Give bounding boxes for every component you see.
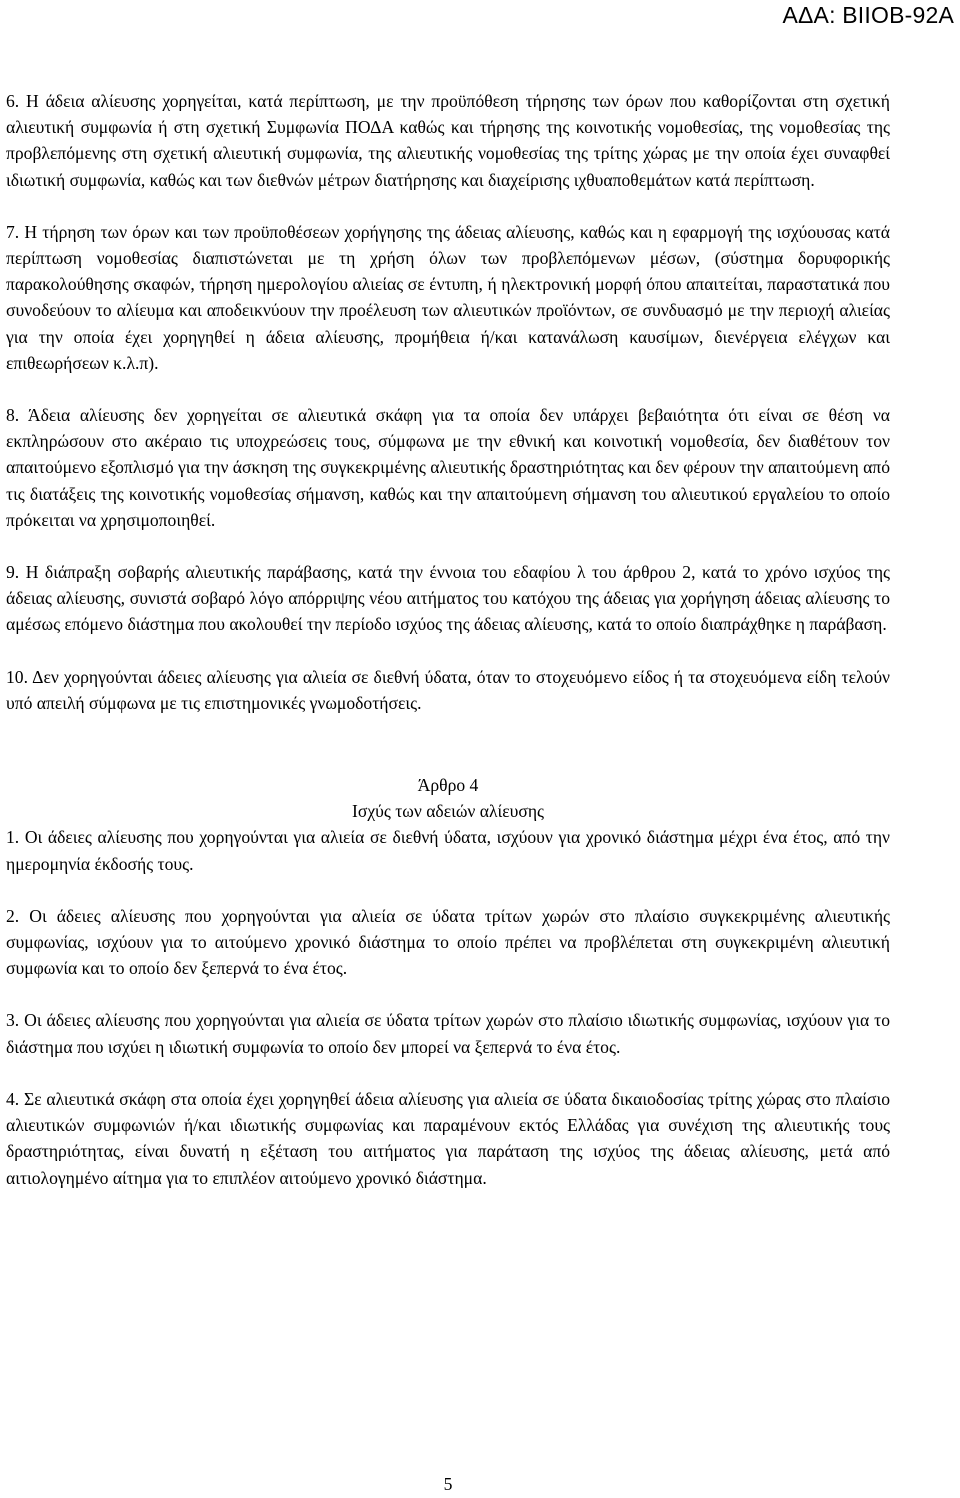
article-paragraph-1: 1. Οι άδειες αλίευσης που χορηγούνται για αλιεία σε διεθνή ύδατα, ισχύουν για χρονικό διάστημα μέχρι ένα έτος, από την ημερομηνία έκδοσής τους. <box>6 827 890 874</box>
paragraph-9: 9. Η διάπραξη σοβαρής αλιευτικής παράβασης, κατά την έννοια του εδαφίου λ του άρθρου 2, κατά το χρόνο ισχύος της άδειας αλίευσης, συνιστά σοβαρό λόγο απόρριψης νέου αιτήματος του κατόχου της άδειας για χορήγηση άδειας αλίευσης το αμέσως επόμενο διάστημα που ακολουθεί την περίοδο ισχύος της άδειας αλίευσης, κατά το οποίο διαπράχθηκε η παράβαση. <box>6 562 890 635</box>
ada-code: ΑΔΑ: ΒΙΙΟΒ-92Α <box>782 2 954 28</box>
paragraph-6: 6. Η άδεια αλίευσης χορηγείται, κατά περίπτωση, με την προϋπόθεση τήρησης των όρων που καθορίζονται στη σχετική αλιευτική συμφωνία ή στη σχετική Συμφωνία ΠΟΔΑ καθώς και τήρησης της κοινοτικής νομοθεσίας, της νομοθεσίας της προβλεπόμενης στη σχετική αλιευτική συμφωνία, της αλιευτικής νομοθεσίας της τρίτης χώρας με την οποία έχει συναφθεί ιδιωτική συμφωνία, καθώς και των διεθνών μέτρων διατήρησης και διαχείρισης ιχθυαποθεμάτων κατά περίπτωση. <box>6 91 890 190</box>
paragraph-7: 7. Η τήρηση των όρων και των προϋποθέσεων χορήγησης της άδειας αλίευσης, καθώς και η εφαρμογή της ισχύουσας κατά περίπτωση νομοθεσίας διαπιστώνεται με τη χρήση όλων των προβλεπόμενων μέσων, (σύστημα δορυφορικής παρακολούθησης σκαφών, τήρηση ημερολογίου αλιείας σε έντυπη, ή ηλεκτρονική μορφή όπου απαιτείται, παραστατικά που συνοδεύουν το αλίευμα και αποδεικνύουν την προέλευση των αλιευτικών προϊόντων, σε συνδυασμό με την περιοχή αλιείας για την οποία έχει χορηγηθεί η άδεια αλίευσης, προμήθεια ή/και κατανάλωση καυσίμων, διενέργεια ελέγχων και επιθεωρήσεων κ.λ.π). <box>6 221 890 373</box>
paragraph-8: 8. Άδεια αλίευσης δεν χορηγείται σε αλιευτικά σκάφη για τα οποία δεν υπάρχει βεβαιότητα ότι είναι σε θέση να εκπληρώσουν στο ακέραιο τις υποχρεώσεις τους, σύμφωνα με την εθνική και κοινοτική νομοθεσία, δεν διαθέτουν τον απαιτούμενο εξοπλισμό για την άσκηση της συγκεκριμένης αλιευτικής δραστηριότητας και δεν φέρουν την απαιτούμενη από τις διατάξεις της κοινοτικής νομοθεσίας σήμανση, καθώς και την απαιτούμενη σήμανση του αλιευτικού εργαλείου το οποίο πρόκειται να χρησιμοποιηθεί. <box>6 405 890 530</box>
article-heading <box>6 772 890 824</box>
document-body <box>6 88 890 1191</box>
article-paragraph-3: 3. Οι άδειες αλίευσης που χορηγούνται για αλιεία σε ύδατα τρίτων χωρών στο πλαίσιο ιδιωτικής συμφωνίας, ισχύουν για το διάστημα που ισχύει η ιδιωτική συμφωνία το οποίο δεν μπορεί να ξεπερνά το ένα έτος. <box>6 1010 890 1057</box>
article-title: Ισχύς των αδειών αλίευσης <box>351 801 545 822</box>
article-paragraph-2: 2. Οι άδειες αλίευσης που χορηγούνται για αλιεία σε ύδατα τρίτων χωρών στο πλαίσιο συγκεκριμένης αλιευτικής συμφωνίας, ισχύουν για το αιτούμενο χρονικό διάστημα το οποίο πρέπει να προβλέπεται στη συγκεκριμένη αλιευτική συμφωνία και το οποίο δεν ξεπερνά το ένα έτος. <box>6 905 890 979</box>
article-paragraph-4: 4. Σε αλιευτικά σκάφη στα οποία έχει χορηγηθεί άδεια αλίευσης για αλιεία σε ύδατα δικαιοδοσίας τρίτης χώρας στο πλαίσιο αλιευτικών συμφωνιών ή/και ιδιωτικής συμφωνίας και παραμένουν εκτός Ελλάδας για συνέχιση της αλιευτικής τους δραστηριότητας, είναι δυνατή η εξέταση του αιτήματος για παράταση της ισχύος της άδειας αλίευσης, μετά από αιτιολογημένο αίτημα για το επιπλέον αιτούμενο χρονικό διάστημα. <box>6 1088 890 1188</box>
paragraph-10: 10. Δεν χορηγούνται άδειες αλίευσης για αλιεία σε διεθνή ύδατα, όταν το στοχευόμενο είδος ή τα στοχευόμενα είδη τελούν υπό απειλή σύμφωνα με τις επιστημονικές γνωμοδοτήσεις. <box>6 666 890 713</box>
page-number: 5 <box>443 1474 453 1494</box>
article-number: Άρθρο 4 <box>417 775 479 796</box>
